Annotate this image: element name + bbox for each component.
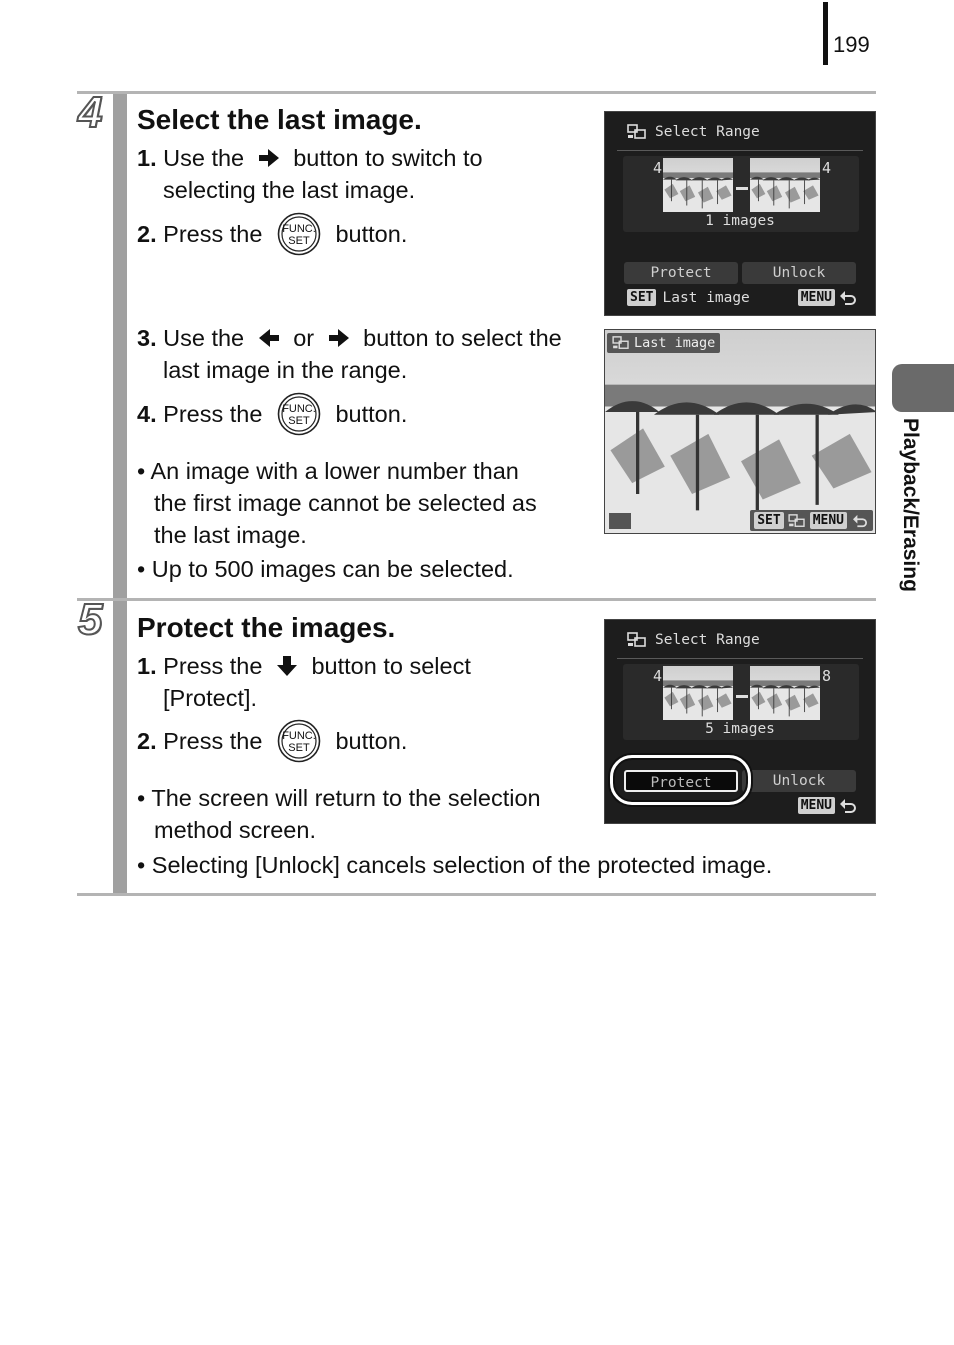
step4-item3 <box>137 322 562 354</box>
item-text: button to select the <box>363 325 562 351</box>
step4-item4 <box>137 392 407 436</box>
camera-screen-last-image <box>604 329 876 534</box>
beach-photo <box>605 330 876 534</box>
bullet-text: The screen will return to the selection <box>151 785 541 811</box>
unlock-button[interactable]: Unlock <box>742 770 856 792</box>
screen-title-text: Last image <box>634 335 716 351</box>
item-number: 2. <box>137 728 157 754</box>
set-badge: SET <box>627 289 656 306</box>
screen-title <box>627 124 760 140</box>
step4-heading: Select the last image. <box>137 104 422 135</box>
right-arrow-icon <box>327 327 351 349</box>
first-image-thumbnail[interactable] <box>663 666 733 720</box>
first-image-number: 4 <box>653 667 663 685</box>
item-text: Use the <box>163 145 245 171</box>
section-label <box>896 418 930 638</box>
item-text: Press the <box>163 728 263 754</box>
bullet-text: An image with a lower number than <box>150 458 519 484</box>
step4-item2 <box>137 212 407 256</box>
menu-badge: MENU <box>798 289 835 306</box>
set-badge: SET <box>754 512 783 529</box>
item-text: Use the <box>163 325 245 351</box>
last-image-number: 4 <box>822 159 832 177</box>
camera-screen-select-range <box>604 111 876 316</box>
step4-bar <box>113 94 127 598</box>
step4-item1-line2: selecting the last image. <box>163 177 416 203</box>
step4-item3-line2: last image in the range. <box>163 357 408 383</box>
right-arrow-icon <box>257 147 281 169</box>
page-number: 199 <box>833 32 870 57</box>
protect-button[interactable]: Protect <box>624 262 738 284</box>
step5-heading: Protect the images. <box>137 612 396 643</box>
protect-icon <box>788 514 806 528</box>
bullet-text: Up to 500 images can be selected. <box>151 556 514 582</box>
step4-bullet1-line2: the first image cannot be selected as <box>154 490 537 516</box>
first-image-number: 4 <box>653 159 663 177</box>
func-set-icon <box>277 392 321 436</box>
item-number: 3. <box>137 325 157 351</box>
selection-highlight-ring <box>610 755 751 805</box>
protect-icon <box>627 124 647 140</box>
step5-bar <box>113 601 127 893</box>
menu-badge: MENU <box>810 512 847 529</box>
item-number: 1. <box>137 653 157 679</box>
section-label-text: Playback/Erasing <box>899 418 922 592</box>
item-number: 4. <box>137 401 157 427</box>
bullet-text: Selecting [Unlock] cancels selection of the protected image. <box>151 852 773 878</box>
image-count: 1 images <box>705 213 775 229</box>
return-icon <box>839 290 857 306</box>
item-number: 2. <box>137 221 157 247</box>
step5-bullet1-line2: method screen. <box>154 817 316 843</box>
step4-item1 <box>137 142 483 174</box>
protect-icon <box>627 632 647 648</box>
last-image-thumbnail[interactable] <box>750 158 820 212</box>
screen-footer <box>750 510 873 531</box>
func-set-icon <box>277 719 321 763</box>
divider-top <box>77 91 876 94</box>
step4-bullet1: • An image with a lower number than <box>137 458 519 484</box>
step5-bullet1: • The screen will return to the selection <box>137 785 541 811</box>
down-arrow-icon <box>275 655 299 677</box>
step5-item1 <box>137 650 471 682</box>
last-image-number: 8 <box>822 667 832 685</box>
step4-bullet1-line3: the last image. <box>154 522 307 548</box>
step4-bullet2: • Up to 500 images can be selected. <box>137 556 514 582</box>
page-number-bar <box>823 2 828 65</box>
divider-bottom <box>77 893 876 896</box>
item-text: button to switch to <box>293 145 483 171</box>
screen-footer <box>627 289 857 306</box>
range-dash <box>736 695 748 698</box>
item-text: Press the <box>163 653 263 679</box>
menu-badge: MENU <box>798 797 835 814</box>
range-dash <box>736 187 748 190</box>
item-text: button to select <box>311 653 471 679</box>
battery-icon <box>609 513 631 529</box>
screen-title-text: Select Range <box>655 124 760 140</box>
screen-divider <box>617 150 863 151</box>
step5-item2 <box>137 719 407 763</box>
func-set-icon <box>277 212 321 256</box>
item-text: button. <box>335 221 408 247</box>
last-image-thumbnail[interactable] <box>750 666 820 720</box>
unlock-button[interactable]: Unlock <box>742 262 856 284</box>
section-tab <box>892 364 954 412</box>
screen-title-text: Select Range <box>655 632 760 648</box>
screen-divider <box>617 658 863 659</box>
step5-number: 5 <box>78 595 103 644</box>
image-count: 5 images <box>705 721 775 737</box>
first-image-thumbnail[interactable] <box>663 158 733 212</box>
step5-item1-line2: [Protect]. <box>163 685 258 711</box>
item-text: Press the <box>163 401 263 427</box>
item-text: button. <box>335 728 408 754</box>
divider-middle <box>77 598 876 601</box>
protect-button-selected[interactable]: Protect <box>624 770 738 792</box>
return-icon <box>851 514 869 528</box>
item-text: or <box>293 325 315 351</box>
set-label: Last image <box>662 289 750 306</box>
step4-number: 4 <box>78 88 103 137</box>
item-text: Press the <box>163 221 263 247</box>
left-arrow-icon <box>257 327 281 349</box>
protect-icon <box>612 336 630 350</box>
screen-title <box>627 632 760 648</box>
step5-bullet2: • Selecting [Unlock] cancels selection of the protected image. <box>137 852 773 878</box>
item-number: 1. <box>137 145 157 171</box>
item-text: button. <box>335 401 408 427</box>
return-icon <box>839 798 857 814</box>
screen-title <box>607 333 720 353</box>
